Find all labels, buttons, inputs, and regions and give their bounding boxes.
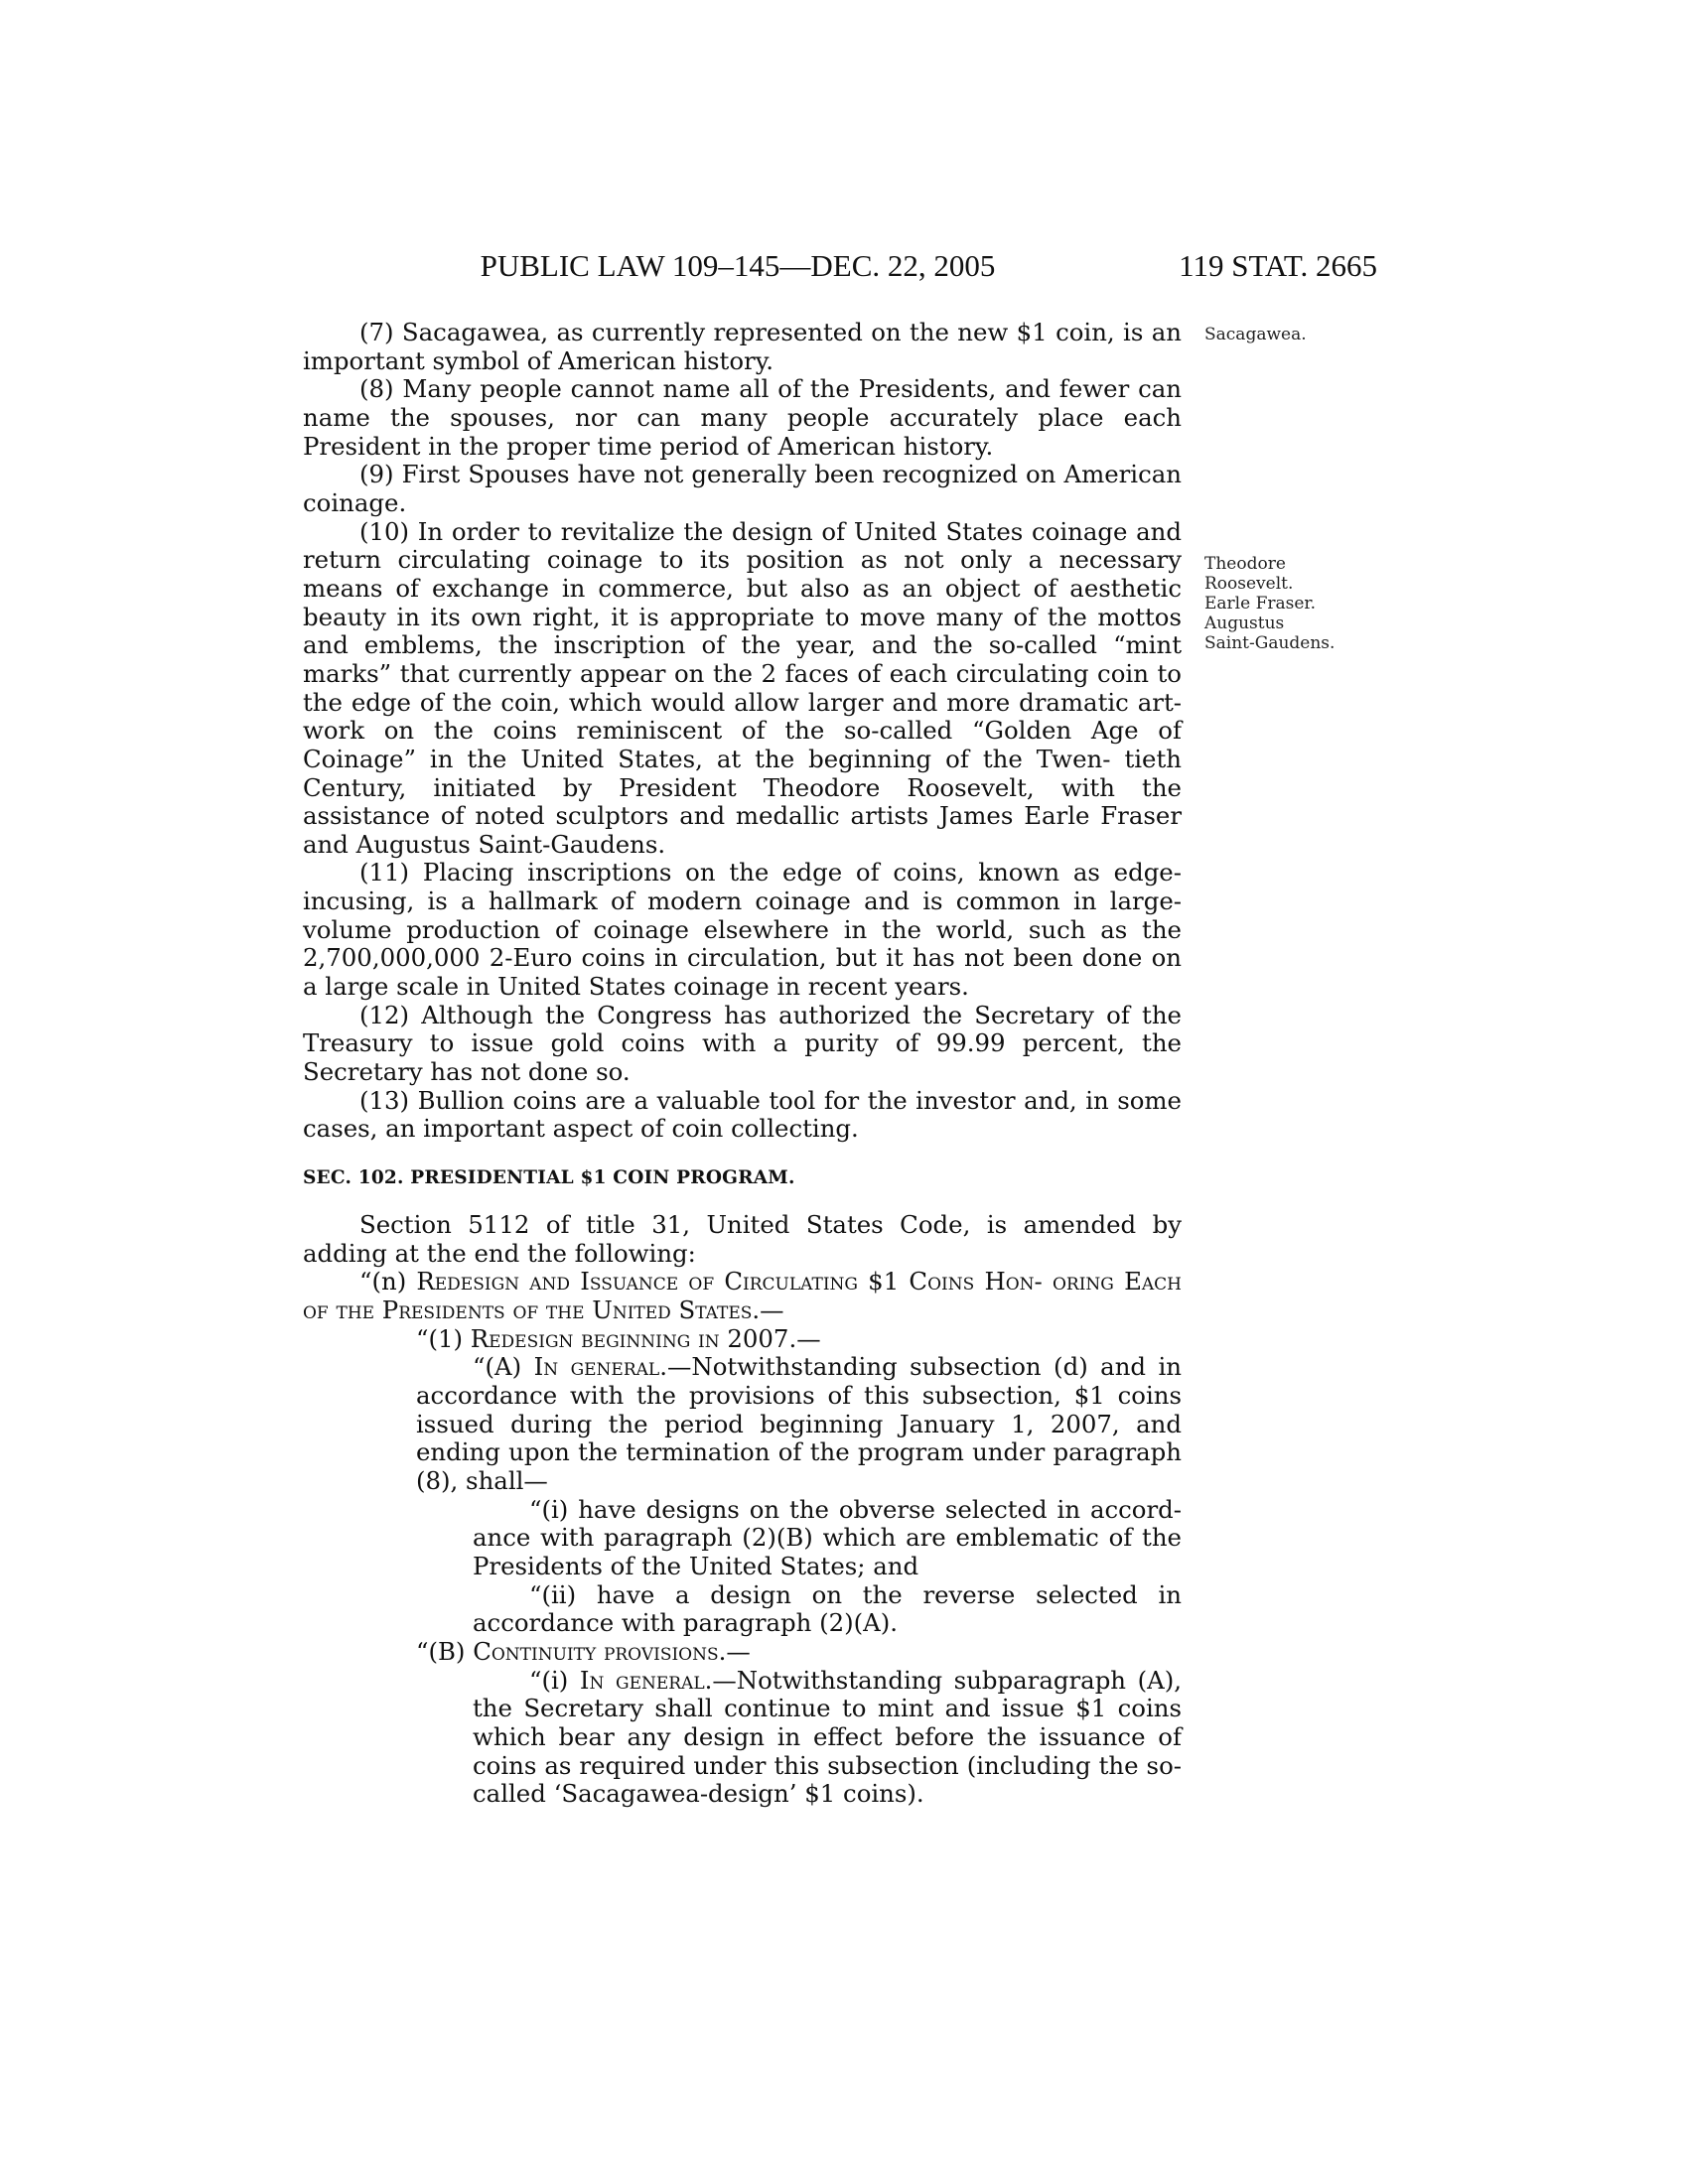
paragraph-8: (8) Many people cannot name all of the Presidents, and fewer can name the spouses, nor can many people accurately place each President in the proper time period of American history. [303, 374, 1182, 461]
subparagraph-b-heading: Continuity provisions.— [473, 1636, 751, 1666]
paragraph-10: (10) In order to revitalize the design of United States coinage and return circulating coinage to its position as not only a necessary means of exchange in commerce, but also as an object of aesthetic beauty in its own right, it is appropriate to move many of the mottos and emblems, the inscription of the year, and the so-called “mint marks” that currently appear on the 2 faces of each circulating coin to the edge of the coin, which would allow larger and more dramatic art- work on the coins reminiscent of the so-called “Golden Age of Coinage” in the United States, at the beginning of the Twen- tieth Century, initiated by President Theodore Roosevelt, with the assistance of noted sculptors and medallic artists James Earle Fraser and Augustus Saint-Gaudens. [303, 516, 1182, 859]
subparagraph-b-prefix: “(B) [416, 1636, 474, 1666]
subparagraph-a [416, 1353, 1182, 1495]
clause-b-i-heading: In general. [579, 1665, 713, 1695]
section-heading: SEC. 102. PRESIDENTIAL $1 COIN PROGRAM. [303, 1167, 795, 1189]
subparagraph-a-text: —Notwithstanding subsection (d) and in accordance with the provisions of this subsection, $1 coins issued during the period beginning January 1, 2007, and ending upon the termination of the program under paragraph (8), shall— [416, 1352, 1183, 1495]
clause-b-i-prefix: “(i) [529, 1665, 580, 1695]
paragraph-13: (13) Bullion coins are a valuable tool for the investor and, in some cases, an important aspect of coin collecting. [303, 1085, 1182, 1144]
margin-note-line: Saint-Gaudens. [1204, 633, 1336, 653]
subsection-n [303, 1268, 1182, 1324]
subparagraph-a-prefix: “(A) [473, 1352, 534, 1382]
subparagraph-b [416, 1638, 1182, 1667]
subparagraph-a-heading: In general. [533, 1352, 667, 1382]
margin-note-sacagawea: Sacagawea. [1204, 325, 1307, 344]
margin-note-line: Theodore [1204, 554, 1286, 574]
clause-a-ii: “(ii) have a design on the reverse selected in accordance with paragraph (2)(A). [473, 1579, 1182, 1638]
margin-note-line: Earle Fraser. [1204, 594, 1317, 614]
header-stat-page: 119 STAT. 2665 [1179, 248, 1377, 283]
paragraph-n1-prefix: “(1) [416, 1323, 471, 1353]
margin-note-people [1204, 554, 1393, 653]
clause-b-i-text: —Notwithstanding subparagraph (A), the Secretary shall continue to mint and issue $1 coins which bear any design in effect before the issuance of coins as required under this subsection (including the so-called ‘Sacagawea-design’ $1 coins). [473, 1665, 1183, 1809]
paragraph-n1-heading: Redesign beginning in 2007.— [470, 1323, 821, 1353]
subsection-n-heading: Redesign and Issuance of Circulating $1 Coins Hon- oring Each of the Presidents of the United States.— [303, 1267, 1182, 1324]
section-intro: Section 5112 of title 31, United States Code, is amended by adding at the end the following: [303, 1210, 1182, 1268]
paragraph-7: (7) Sacagawea, as currently represented on the new $1 coin, is an important symbol of American history. [303, 318, 1182, 375]
header-title: PUBLIC LAW 109–145—DEC. 22, 2005 [480, 248, 996, 283]
paragraph-9: (9) First Spouses have not generally been recognized on American coinage. [303, 460, 1182, 517]
margin-note-line: Augustus [1204, 614, 1285, 633]
subsection-n-prefix: “(n) [359, 1267, 417, 1297]
margin-note-line: Roosevelt. [1204, 574, 1294, 594]
clause-b-i [473, 1667, 1182, 1809]
paragraph-11: (11) Placing inscriptions on the edge of coins, known as edge-incusing, is a hallmark of modern coinage and is common in large-volume production of coinage elsewhere in the world, such as the 2,700,000,000 2-Euro coins in circulation, but it has not been done on a large scale in United States coinage in recent years. [303, 858, 1182, 1002]
paragraph-12: (12) Although the Congress has authorized the Secretary of the Treasury to issue gold coins with a purity of 99.99 percent, the Secretary has not done so. [303, 1000, 1182, 1087]
clause-a-i: “(i) have designs on the obverse selected in accord- ance with paragraph (2)(B) which are emblematic of the Presidents of the United States; and [473, 1494, 1182, 1580]
body-text [303, 319, 1182, 1809]
paragraph-n1 [359, 1325, 1182, 1354]
